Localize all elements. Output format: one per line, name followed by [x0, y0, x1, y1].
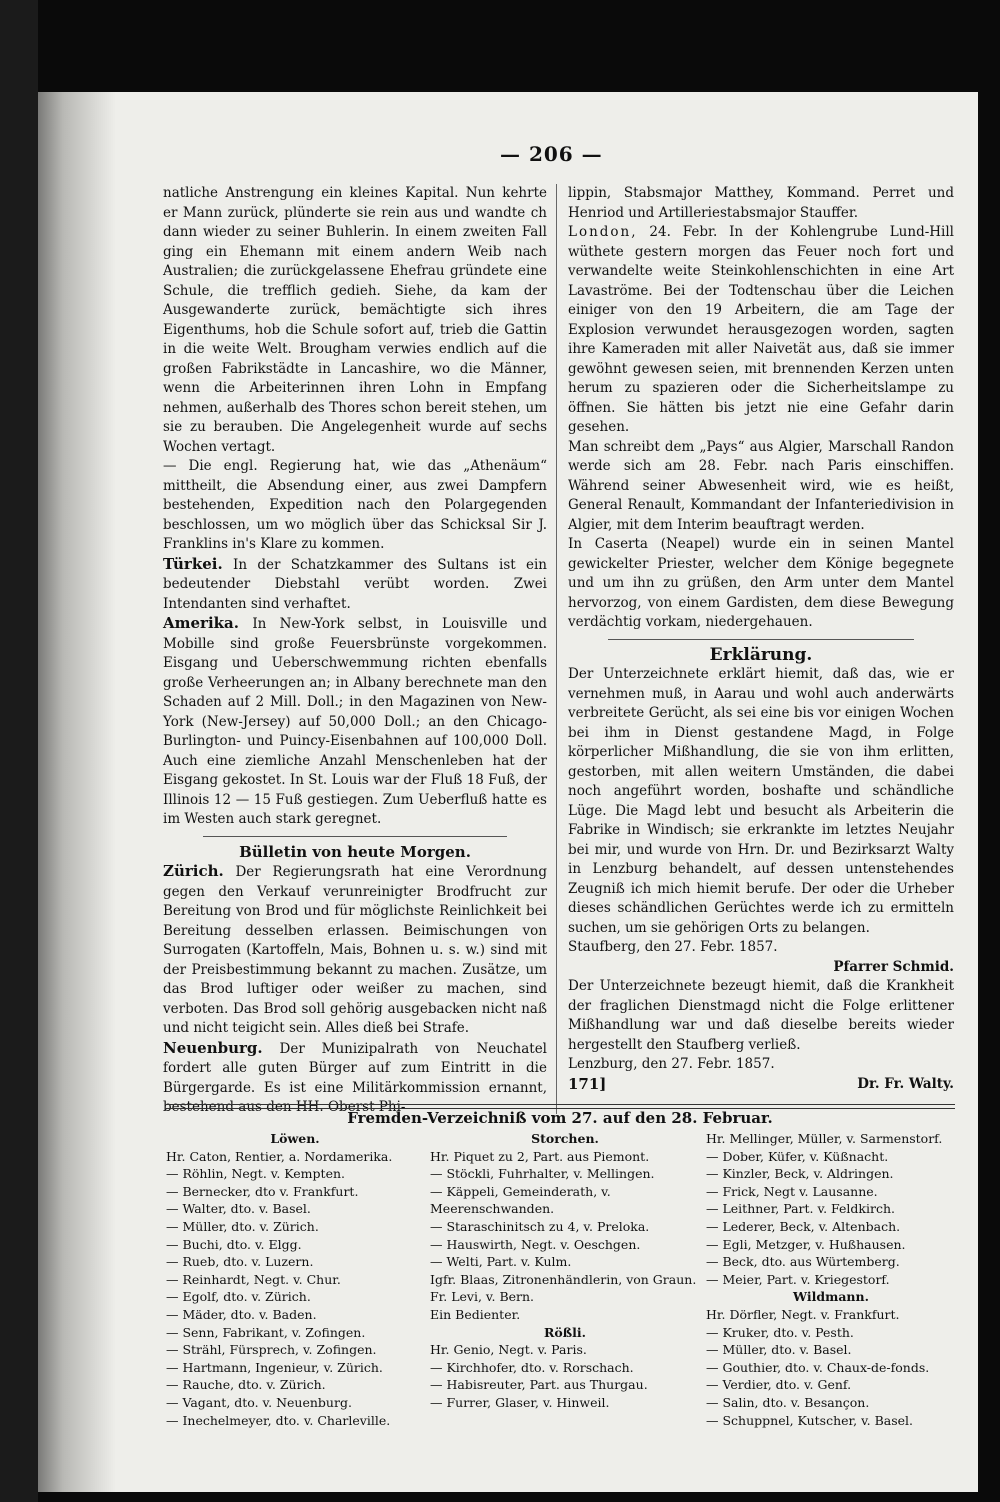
london-text: 24. Febr. In der Kohlengrube Lund-Hill wüthete gestern morgen das Feuer noch fort und verwandelte weite Steinkohlenschichten in eine Art Lavaströme. Bei der Todtenschau über die Leichen einiger von den 19 Arbeitern, die am Tage der Explosion verwundet herausgezogen worden, sagten ihre Kameraden mit aller Naivetät aus, daß sie immer gewöhnt gewesen seien, mit brennenden Kerzen unten herum zu spazieren oder die Sicherheitslampe zu öffnen. Sie hätten bis jetzt nie eine Gefahr darin gesehen.	[568, 224, 955, 435]
guest-entry: — Habisreuter, Part. aus Thurgau.	[430, 1377, 648, 1393]
section-rule	[203, 836, 507, 837]
guest-entry: — Salin, dto. v. Besançon.	[706, 1394, 870, 1410]
erklaerung-text: Der Unterzeichnete erklärt hiemit, daß das, wie er vernehmen muß, in Aarau und wohl auch anderwärts verbreitete Gerücht, als sei eine bis vor einigen Wochen bei ihm in Dienst gestandene Magd, in Folge körperlicher Mißhandlung, die sie von ihm erlitten, gestorben, mit allen weitern Umständen, die dabei noch angeführt worden, boshafte und schändliche Lüge. Die Magd lebt und besucht als Arbeiterin die Fabrike in Windisch; sie erkrankte im letztes Neujahr bei mir, und wurde von Hrn. Dr. und Bezirksarzt Walty in Lenzburg behandelt, auf dessen untenstehendes Zeugniß ich mich hiemit berufe. Der oder die Urheber dieses schändlichen Gerüchtes werde ich zu ermitteln suchen, um sie gehörigen Orts zu belangen.	[568, 666, 954, 936]
zeugnis-text: Der Unterzeichnete bezeugt hiemit, daß die Krankheit der fraglichen Dienstmagd nicht die Folge erlittener Mißhandlung war und daß dieselbe bereits wieder hergestellt den Staufberg verließ.	[568, 978, 954, 1053]
paragraph-caserta: In Caserta (Neapel) wurde ein in seinen Mantel gewickelter Priester, welcher dem Könige begegnete und um ihn zu grüßen, den Arm unter dem Mantel hervorzog, von einem Gardisten, dem diese Bewegung verdächtig vorkam, niedergehauen.	[568, 536, 954, 630]
fremden-column-loewen	[166, 1130, 424, 1429]
section-zuerich	[163, 862, 547, 1039]
book-spine	[0, 0, 38, 1502]
hotel-heading-roessli: Rößli.	[543, 1324, 587, 1340]
hotel-heading-loewen: Löwen.	[270, 1131, 320, 1146]
guest-entry: — Egli, Metzger, v. Hußhausen.	[706, 1236, 906, 1252]
section-heading-zuerich: Zürich.	[163, 862, 224, 880]
section-heading-neuenburg: Neuenburg.	[163, 1038, 263, 1057]
page-binding-shadow	[38, 92, 116, 1492]
guest-entry: Hr. Caton, Rentier, a. Nordamerika.	[166, 1148, 393, 1164]
page-number: — 206 —	[500, 142, 603, 166]
paragraph-neuenburg-cont: lippin, Stabsmajor Matthey, Kommand. Perret und Henriod und Artilleriestabsmajor Stauffer.	[568, 185, 954, 221]
paragraph-brougham: natliche Anstrengung ein kleines Kapital. Nun kehrte er Mann zurück, plünderte sie rein aus und wandte ch dann wieder zu seiner Buhlerin. In einem zweiten Fall ging ein Ehemann mit einem andern Weib nach Australien; die zurückgelassene Ehefrau gründete eine Schule, die trefflich gedieh. Siehe, da kam der Ausgewanderte zurück, bemächtigte sich ihres Eigenthums, hob die Schule sofort auf, trieb die Gattin in die weite Welt. Brougham verwies endlich auf die großen Fabrikstädte in Lancashire, wo die Männer, wenn die Arbeiterinnen ihren Lohn in Empfang nehmen, außerhalb des Thores schon bereit stehen, um sie zu berauben. Die Angelegenheit wurde auf sechs Wochen vertagt.	[163, 185, 547, 455]
section-heading-london: London,	[568, 224, 638, 240]
guest-entry: — Staraschinitsch zu 4, v. Preloka.	[430, 1218, 650, 1234]
guest-entry: — Kirchhofer, dto. v. Rorschach.	[430, 1359, 634, 1375]
section-tuerkei	[163, 555, 547, 615]
guest-entry: — Dober, Küfer, v. Küßnacht.	[706, 1148, 889, 1164]
guest-entry: — Senn, Fabrikant, v. Zofingen.	[166, 1324, 366, 1340]
guest-entry: — Käppeli, Gemeinderath, v. Meerenschwanden.	[430, 1183, 611, 1217]
guest-entry: Hr. Genio, Negt. v. Paris.	[430, 1342, 587, 1358]
guest-entry: — Kruker, dto. v. Pesth.	[706, 1324, 854, 1340]
guest-entry: Hr. Mellinger, Müller, v. Sarmenstorf.	[706, 1131, 943, 1146]
guest-entry: — Lederer, Beck, v. Altenbach.	[706, 1218, 901, 1234]
guest-entry: — Strähl, Fürsprech, v. Zofingen.	[166, 1342, 377, 1358]
bulletin-heading: Bülletin von heute Morgen.	[239, 842, 471, 861]
guest-entry: — Furrer, Glaser, v. Hinweil.	[430, 1394, 610, 1410]
hotel-heading-wildmann: Wildmann.	[793, 1289, 869, 1305]
zuerich-text: Der Regierungsrath hat eine Verordnung gegen den Verkauf verunreinigter Brodfrucht zur Bereitung von Brod und für möglichste Reinlichkeit bei Bereitung desselben erlassen. Beimischungen von Surrogaten (Kartoffeln, Mais, Bohnen u. s. w.) sind mit der Preisbestimmung bekannt zu machen. Zusätze, um das Brod luftiger oder weißer zu machen, sind verboten. Das Brod soll gehörig ausgebacken nicht naß und nicht teigicht sein. Alles dieß bei Strafe.	[163, 864, 547, 1036]
right-column	[568, 184, 954, 1094]
guest-entry: — Schuppnel, Kutscher, v. Basel.	[706, 1412, 914, 1428]
signature-walty: Dr. Fr. Walty.	[857, 1075, 954, 1092]
reference-number: 171]	[568, 1074, 607, 1093]
guest-entry: — Meier, Part. v. Kriegestorf.	[706, 1271, 890, 1287]
fremden-column-storchen	[430, 1130, 700, 1412]
hotel-heading-storchen: Storchen.	[531, 1131, 599, 1146]
place-date-lenzburg: Lenzburg, den 27. Febr. 1857.	[568, 1056, 775, 1072]
guest-entry: — Verdier, dto. v. Genf.	[706, 1377, 852, 1393]
guest-entry: — Gouthier, dto. v. Chaux-de-fonds.	[706, 1359, 930, 1375]
guest-entry: — Kinzler, Beck, v. Aldringen.	[706, 1166, 894, 1182]
guest-entry: — Mäder, dto. v. Baden.	[166, 1306, 317, 1322]
paragraph-algier: Man schreibt dem „Pays“ aus Algier, Marschall Randon werde sich am 28. Febr. nach Paris einschiffen. Während seiner Abwesenheit wird, wie es heißt, General Renault, Kommandant der Infanteriedivision in Algier, mit dem Interim beauftragt werden.	[568, 438, 954, 533]
section-london	[568, 223, 954, 438]
fremden-column-roessli-cont	[706, 1130, 956, 1429]
section-rule	[608, 639, 914, 640]
signature-row	[568, 1075, 954, 1095]
guest-entry: — Vagant, dto. v. Neuenburg.	[166, 1394, 352, 1410]
neuenburg-text: Der Munizipalrath von Neuchatel fordert alle guten Bürger auf zum Eintritt in die Bürgergarde. Es ist eine Militärkommission ernannt, bestehend aus den HH. Oberst Phi-	[163, 1040, 547, 1115]
guest-entry: — Hauswirth, Negt. v. Oeschgen.	[430, 1236, 641, 1252]
column-divider	[556, 184, 557, 1114]
guest-entry: Fr. Levi, v. Bern.	[430, 1289, 535, 1305]
section-amerika	[163, 614, 547, 830]
guest-entry: — Röhlin, Negt. v. Kempten.	[166, 1166, 345, 1182]
guest-entry: — Rueb, dto. v. Luzern.	[166, 1254, 314, 1270]
guest-entry: — Egolf, dto. v. Zürich.	[166, 1289, 311, 1305]
guest-entry: — Bernecker, dto v. Frankfurt.	[166, 1183, 359, 1199]
section-heading-amerika: Amerika.	[163, 614, 239, 632]
place-date-staufberg: Staufberg, den 27. Febr. 1857.	[568, 939, 778, 955]
guest-entry: — Beck, dto. aus Würtemberg.	[706, 1254, 900, 1270]
guest-entry: Hr. Piquet zu 2, Part. aus Piemont.	[430, 1148, 650, 1164]
guest-entry: — Welti, Part. v. Kulm.	[430, 1254, 572, 1270]
signature-schmid: Pfarrer Schmid.	[833, 958, 954, 975]
guest-entry: — Hartmann, Ingenieur, v. Zürich.	[166, 1359, 383, 1375]
guest-entry: Ein Bedienter.	[430, 1306, 521, 1322]
left-column	[163, 184, 547, 1118]
guest-entry: — Müller, dto. v. Basel.	[706, 1342, 852, 1358]
guest-entry: — Reinhardt, Negt. v. Chur.	[166, 1271, 341, 1287]
guest-entry: — Frick, Negt v. Lausanne.	[706, 1183, 878, 1199]
fremden-verzeichnis-title: Fremden-Verzeichniß vom 27. auf den 28. Februar.	[347, 1109, 773, 1127]
guest-entry: — Leithner, Part. v. Feldkirch.	[706, 1201, 895, 1217]
guest-entry: Hr. Dörfler, Negt. v. Frankfurt.	[706, 1306, 900, 1322]
guest-entry: — Buchi, dto. v. Elgg.	[166, 1236, 302, 1252]
amerika-text: In New-York selbst, in Louisville und Mobille sind große Feuersbrünste vorgekommen. Eisgang und Ueberschwemmung richten ebenfalls große Verheerungen an; in Albany berechnete man den Schaden auf 2 Mill. Doll.; in den Magazinen von New-York (New-Jersey) auf 50,000 Doll.; an den Chicago-Burlington- und Puincy-Eisenbahnen auf 100,000 Doll. Auch eine ziemliche Anzahl Menschenleben hat der Eisgang gekostet. In St. Louis war der Fluß 18 Fuß, der Illinois 12 — 15 Fuß gestiegen. Zum Ueberfluß hatte es im Westen auch stark geregnet.	[163, 616, 547, 827]
guest-entry: Igfr. Blaas, Zitronenhändlerin, von Graun.	[430, 1271, 697, 1287]
guest-entry: — Müller, dto. v. Zürich.	[166, 1218, 319, 1234]
erklaerung-heading: Erklärung.	[709, 644, 813, 665]
guest-entry: — Inechelmeyer, dto. v. Charleville.	[166, 1412, 391, 1428]
section-heading-tuerkei: Türkei.	[163, 554, 223, 573]
guest-entry: — Rauche, dto. v. Zürich.	[166, 1377, 326, 1393]
guest-entry: — Stöckli, Fuhrhalter, v. Mellingen.	[430, 1166, 655, 1182]
paragraph-franklin: — Die engl. Regierung hat, wie das „Athenäum“ mittheilt, die Absendung einer, aus zwei Dampfern bestehenden, Expedition nach den Polargegenden beschlossen, um wo möglich über das Schicksal Sir J. Franklins in's Klare zu kommen.	[163, 458, 547, 552]
guest-entry: — Walter, dto. v. Basel.	[166, 1201, 311, 1217]
tuerkei-text: In der Schatzkammer des Sultans ist ein bedeutender Diebstahl verübt worden. Zwei Intendanten sind verhaftet.	[163, 556, 547, 612]
